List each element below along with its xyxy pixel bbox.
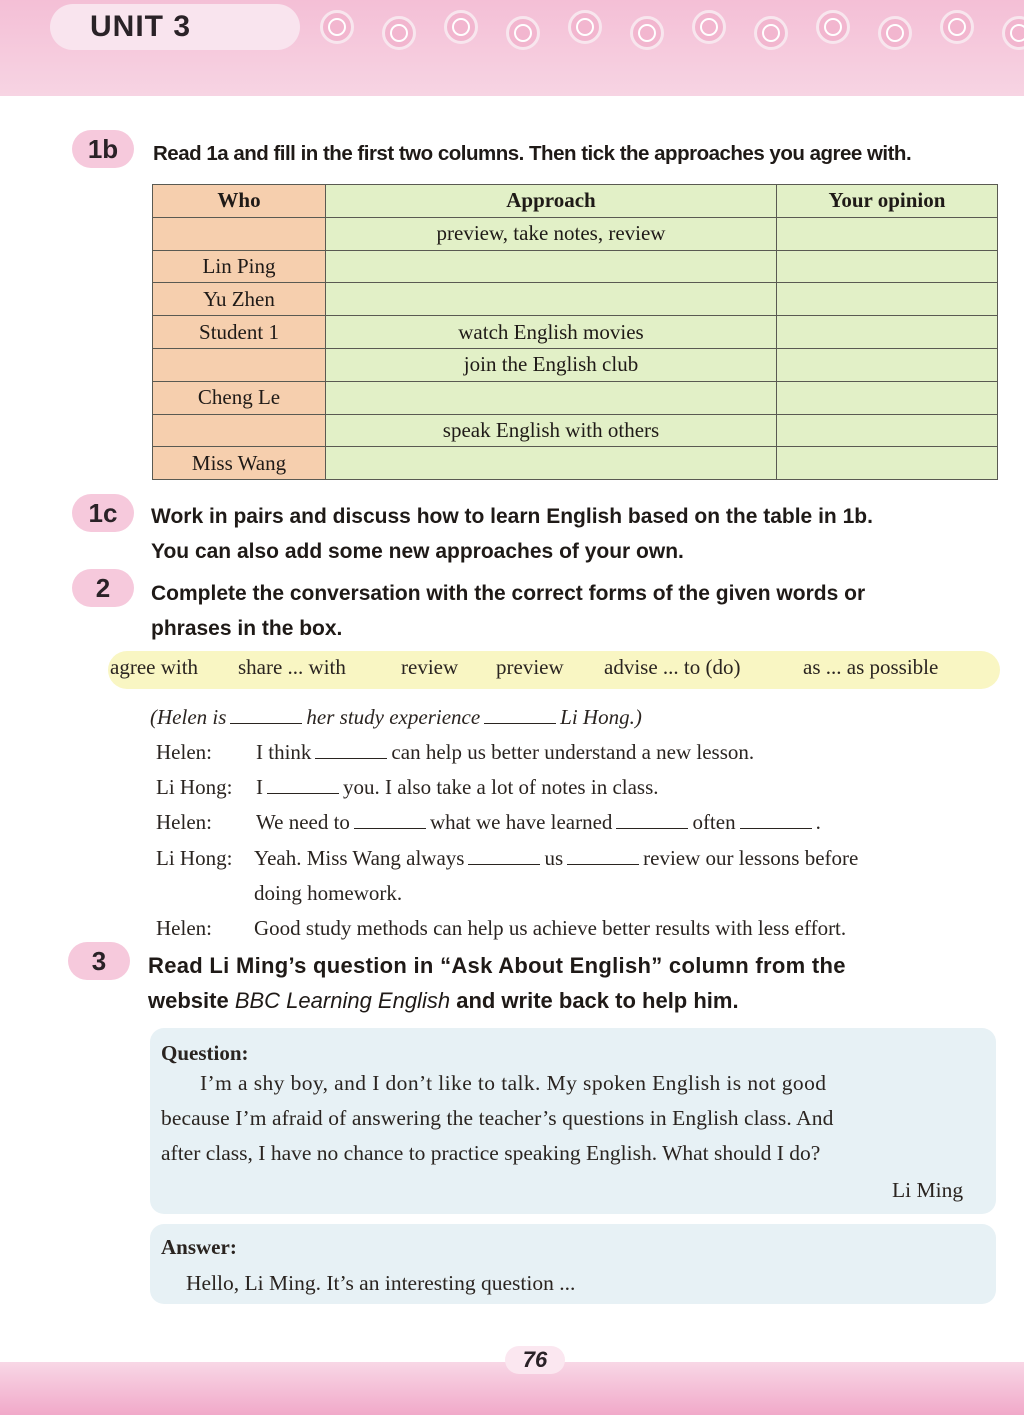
question-line: after class, I have no chance to practice speaking English. What should I do? <box>161 1141 821 1165</box>
speaker-label: Li Hong: <box>156 846 233 870</box>
answer-blank[interactable] <box>267 771 339 794</box>
intro-text: her study experience <box>306 705 481 729</box>
ring-icon <box>940 10 974 44</box>
question-line: I’m a shy boy, and I don’t like to talk. My spoken English is not good <box>200 1071 827 1095</box>
dialogue-text: often <box>692 810 736 834</box>
word-option: as ... as possible <box>803 655 939 679</box>
header-approach: Approach <box>326 185 777 218</box>
table-header-row <box>153 185 998 218</box>
section-2-badge: 2 <box>72 569 134 607</box>
answer-blank[interactable] <box>740 806 812 829</box>
dialogue-text: us <box>544 846 564 870</box>
decorative-rings <box>318 8 1024 52</box>
dialogue-text: Yeah. Miss Wang always <box>254 846 465 870</box>
answer-blank[interactable] <box>354 806 426 829</box>
table-row <box>153 348 998 381</box>
dialogue-text: what we have learned <box>429 810 613 834</box>
ring-icon <box>320 10 354 44</box>
speaker-label: Li Hong: <box>156 775 233 799</box>
ring-icon <box>630 16 664 50</box>
cell-approach[interactable] <box>326 381 777 414</box>
cell-approach[interactable]: preview, take notes, review <box>326 217 777 250</box>
word-option: review <box>401 655 459 679</box>
cell-opinion[interactable] <box>777 316 998 349</box>
ring-icon <box>754 16 788 50</box>
cell-who[interactable] <box>153 348 326 381</box>
dialogue-line <box>156 841 858 876</box>
answer-blank[interactable] <box>230 701 302 724</box>
dialogue-text: review our lessons before <box>643 846 859 870</box>
cell-who[interactable]: Cheng Le <box>153 381 326 414</box>
table-row <box>153 217 998 250</box>
cell-opinion[interactable] <box>777 447 998 480</box>
table-row <box>153 316 998 349</box>
dialogue-text: I think <box>256 740 312 764</box>
dialogue-line-continued: doing homework. <box>254 881 403 905</box>
section-2-instruction-line2: phrases in the box. <box>151 617 343 640</box>
section-1c-instruction-line2: You can also add some new approaches of your own. <box>151 540 684 563</box>
question-line: because I’m afraid of answering the teacher’s questions in English class. And <box>161 1106 834 1130</box>
dialogue-text: I <box>256 775 263 799</box>
dialogue-text: can help us better understand a new lesson. <box>391 740 755 764</box>
website-name: BBC Learning English <box>234 988 451 1013</box>
cell-opinion[interactable] <box>777 250 998 283</box>
answer-text[interactable]: Hello, Li Ming. It’s an interesting question ... <box>186 1271 576 1295</box>
ring-icon <box>444 10 478 44</box>
dialogue-text: Good study methods can help us achieve better results with less effort. <box>254 916 847 940</box>
cell-who[interactable]: Lin Ping <box>153 250 326 283</box>
question-label: Question: <box>161 1041 249 1065</box>
cell-who[interactable]: Yu Zhen <box>153 283 326 316</box>
dialogue-text: We need to <box>256 810 350 834</box>
approach-table <box>152 184 998 480</box>
table-row <box>153 414 998 447</box>
dialogue-text: . <box>815 810 821 834</box>
cell-who[interactable]: Miss Wang <box>153 447 326 480</box>
cell-who[interactable]: Student 1 <box>153 316 326 349</box>
table-row <box>153 381 998 414</box>
question-signature: Li Ming <box>892 1178 964 1202</box>
section-3-badge: 3 <box>68 942 130 980</box>
section-1c-instruction-line1: Work in pairs and discuss how to learn English based on the table in 1b. <box>151 505 873 528</box>
section-1b-badge: 1b <box>72 130 134 168</box>
section-3-instruction-line1: Read Li Ming’s question in “Ask About English” column from the <box>148 953 846 978</box>
ring-icon <box>816 10 850 44</box>
header-who: Who <box>153 185 326 218</box>
page-number: 76 <box>505 1346 565 1374</box>
dialogue-line <box>156 770 659 805</box>
speaker-label: Helen: <box>156 810 212 834</box>
word-option: preview <box>496 655 564 679</box>
cell-opinion[interactable] <box>777 414 998 447</box>
dialogue-intro <box>150 700 642 735</box>
answer-label: Answer: <box>161 1235 237 1259</box>
ring-icon <box>568 10 602 44</box>
section-2-instruction-line1: Complete the conversation with the correct forms of the given words or <box>151 582 866 605</box>
cell-approach[interactable] <box>326 447 777 480</box>
answer-blank[interactable] <box>616 806 688 829</box>
cell-approach[interactable]: watch English movies <box>326 316 777 349</box>
cell-opinion[interactable] <box>777 348 998 381</box>
ring-icon <box>878 16 912 50</box>
dialogue-line <box>156 911 846 946</box>
ring-icon <box>692 10 726 44</box>
unit-title: UNIT 3 <box>90 10 192 43</box>
instruction-text: website <box>148 988 229 1013</box>
cell-approach[interactable]: speak English with others <box>326 414 777 447</box>
table-row <box>153 283 998 316</box>
word-option: agree with <box>110 655 199 679</box>
dialogue-text: you. I also take a lot of notes in class. <box>343 775 659 799</box>
cell-who[interactable] <box>153 217 326 250</box>
table-row <box>153 447 998 480</box>
ring-icon <box>1002 16 1024 50</box>
ring-icon <box>382 16 416 50</box>
answer-blank[interactable] <box>484 701 556 724</box>
intro-text: (Helen is <box>150 705 227 729</box>
table-row <box>153 250 998 283</box>
dialogue-line <box>156 735 754 770</box>
cell-opinion[interactable] <box>777 381 998 414</box>
answer-blank[interactable] <box>567 842 639 865</box>
cell-approach[interactable] <box>326 283 777 316</box>
header-opinion: Your opinion <box>777 185 998 218</box>
instruction-text: and write back to help him. <box>456 988 739 1013</box>
section-1c-badge: 1c <box>72 494 134 532</box>
word-option: share ... with <box>238 655 346 679</box>
cell-who[interactable] <box>153 414 326 447</box>
intro-text: Li Hong.) <box>560 705 642 729</box>
word-option: advise ... to (do) <box>604 655 741 679</box>
answer-blank[interactable] <box>315 736 387 759</box>
cell-opinion[interactable] <box>777 283 998 316</box>
dialogue-line <box>156 805 821 840</box>
section-3-instruction-line2 <box>148 983 739 1018</box>
speaker-label: Helen: <box>156 916 212 940</box>
section-1b-instruction: Read 1a and fill in the first two columns. Then tick the approaches you agree with. <box>153 142 912 165</box>
ring-icon <box>506 16 540 50</box>
cell-approach[interactable]: join the English club <box>326 348 777 381</box>
answer-blank[interactable] <box>468 842 540 865</box>
cell-opinion[interactable] <box>777 217 998 250</box>
cell-approach[interactable] <box>326 250 777 283</box>
speaker-label: Helen: <box>156 740 212 764</box>
